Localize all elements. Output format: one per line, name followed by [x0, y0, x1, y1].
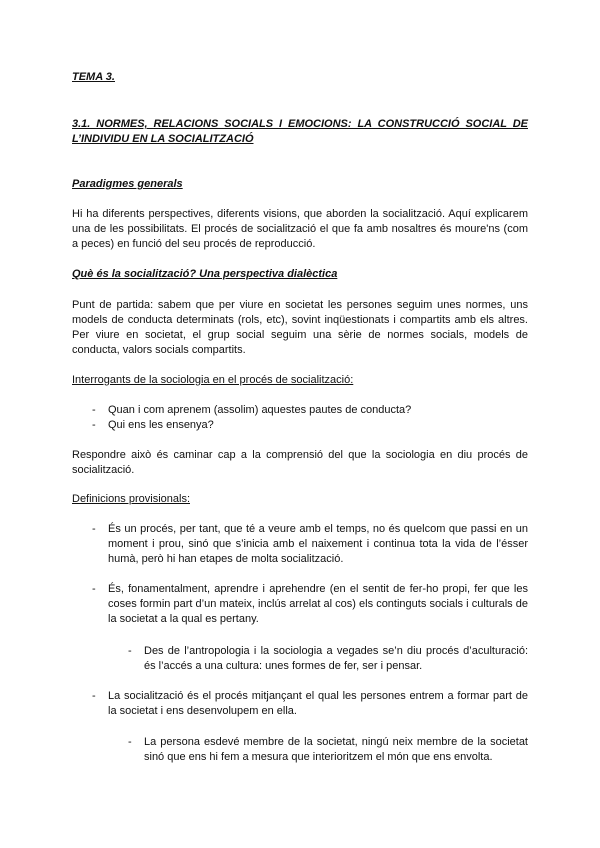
que-heading: Què és la socialització? Una perspectiva dialèctica — [72, 268, 338, 280]
list-item — [92, 403, 528, 418]
interrogants-heading: Interrogants de la sociologia en el procés de socialització: — [72, 374, 354, 386]
list-item-text: És, fonamentalment, aprendre i aprehendre (en el sentit de fer-ho propi, fer que les coses formin part d’un mateix, inclús arrelat al cos) els continguts socials i culturals de la societat a la qual es pertany. — [108, 583, 528, 625]
que-paragraph: Punt de partida: sabem que per viure en societat les persones seguim unes normes, uns models de conducta determinats (rols, etc), sovint inqüestionats i compartits amb els altres. Per viure en societat, el grup social seguim una sèrie de normes socials, models de conducta, valors socials compartits. — [72, 299, 528, 356]
bullet-dash: - — [92, 419, 96, 431]
paradigmes-heading: Paradigmes generals — [72, 178, 183, 190]
bullet-dash: - — [92, 523, 96, 535]
section-title: 3.1. NORMES, RELACIONS SOCIALS I EMOCIONS: LA CONSTRUCCIÓ SOCIAL DE L’INDIVIDU EN LA SOCIALITZACIÓ — [72, 118, 528, 145]
tema-heading: TEMA 3. — [72, 71, 115, 83]
list-item-text: La socialització és el procés mitjançant el qual les persones entrem a formar part de la societat i ens desenvolupem en ella. — [108, 690, 528, 717]
bullet-dash: - — [92, 404, 96, 416]
list-item — [92, 582, 528, 627]
list-item — [92, 522, 528, 567]
bullet-dash: - — [128, 736, 132, 748]
paradigmes-paragraph: Hi ha diferents perspectives, diferents visions, que aborden la socialització. Aquí explicarem una de les possibilitats. El procés de socialització el que fa amb nosaltres és moure'ns (com a peces) en funció del seu procés de reproducció. — [72, 208, 528, 250]
definicions-heading: Definicions provisionals: — [72, 493, 190, 505]
sub-list-item — [128, 644, 528, 674]
bullet-dash: - — [92, 690, 96, 702]
list-item-text: Quan i com aprenem (assolim) aquestes pautes de conducta? — [108, 404, 412, 416]
list-item — [92, 418, 528, 433]
bullet-dash: - — [128, 645, 132, 657]
list-item-text: La persona esdevé membre de la societat, ningú neix membre de la societat sinó que ens hi fem a mesura que interioritzem el món que ens envolta. — [144, 736, 528, 763]
respondre-paragraph: Respondre això és caminar cap a la comprensió del que la sociologia en diu procés de socialització. — [72, 449, 528, 476]
bullet-dash: - — [92, 583, 96, 595]
list-item-text: Qui ens les ensenya? — [108, 419, 214, 431]
list-item-text: Des de l’antropologia i la sociologia a vegades se’n diu procés d’aculturació: és l’accés a una cultura: unes formes de fer, ser i pensar. — [144, 645, 528, 672]
list-item — [92, 689, 528, 719]
list-item-text: És un procés, per tant, que té a veure amb el temps, no és quelcom que passi en un moment i prou, sinó que s’inicia amb el naixement i continua tota la vida de l’ésser humà, però hi han etapes de molta socialització. — [108, 523, 528, 565]
sub-list-item — [128, 735, 528, 765]
